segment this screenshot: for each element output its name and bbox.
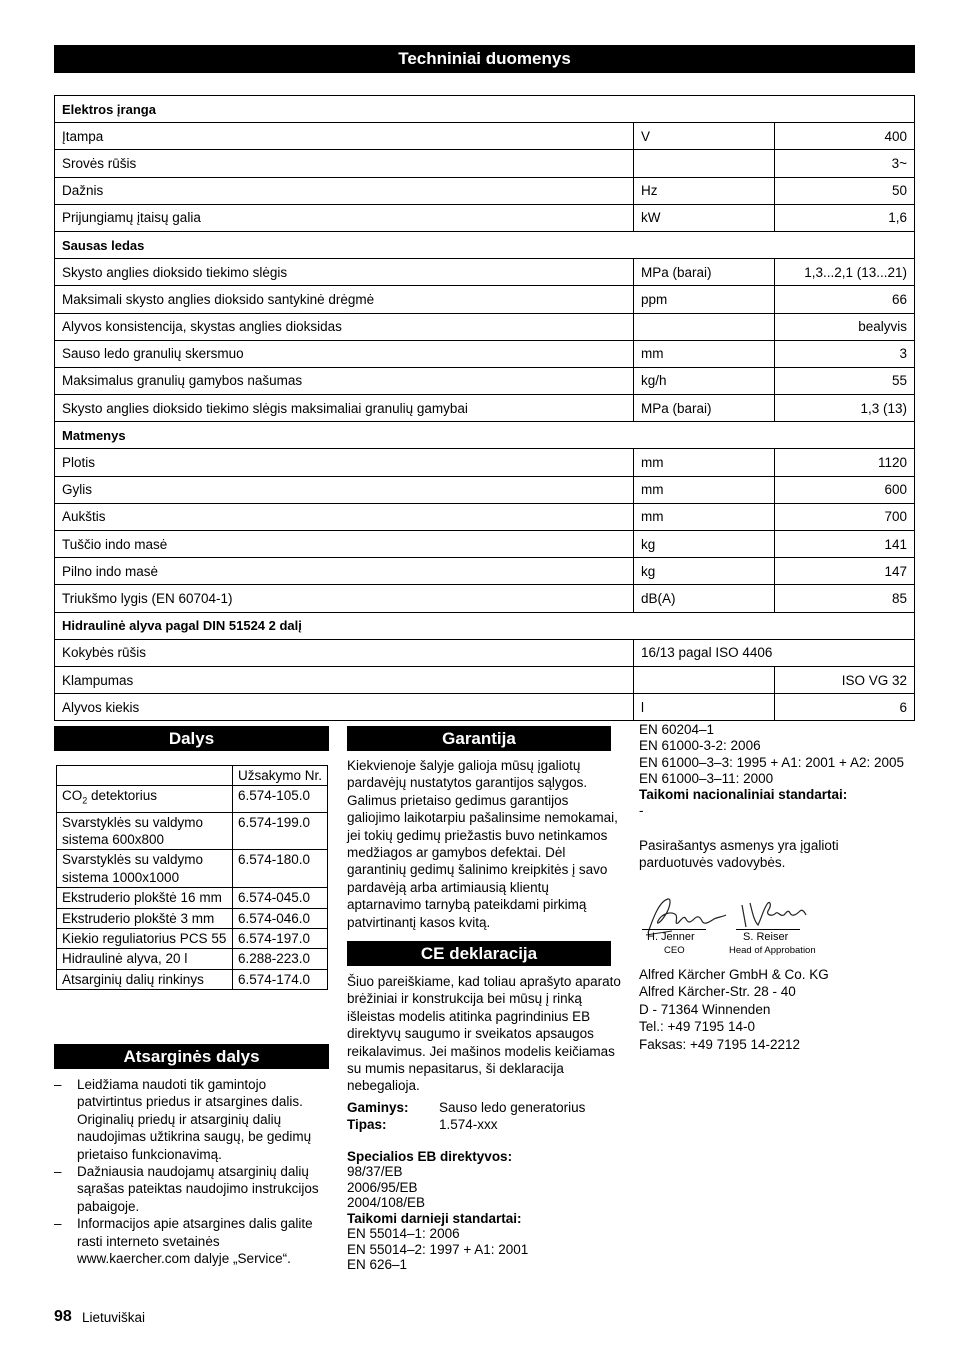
part-name: Kiekio reguliatorius PCS 55: [57, 928, 233, 948]
table-row: [55, 531, 915, 558]
table-row: [55, 476, 915, 503]
signer2-role: Head of Approbation: [729, 945, 816, 956]
table-row: [55, 367, 915, 394]
parts-header-order-no: Užsakymo Nr.: [233, 766, 328, 786]
table-section-row: [55, 96, 915, 123]
parts-table: [56, 765, 328, 990]
signature-reiser-icon: [738, 897, 808, 933]
text-line: Alfred Kärcher-Str. 28 - 40: [639, 984, 796, 1000]
technical-data-table: [54, 95, 915, 721]
part-number: 6.574-199.0: [233, 812, 328, 850]
spec-unit: mm: [634, 449, 775, 476]
text-line: EN 55014–1: 2006: [347, 1226, 460, 1242]
text-line: Faksas: +49 7195 14-2212: [639, 1036, 800, 1052]
table-row: [55, 204, 915, 231]
ce-declaration-block: [347, 973, 622, 1273]
text-line: EN 60204–1: [639, 722, 715, 737]
section-label: Hidraulinė alyva pagal DIN 51524 2 dalį: [55, 612, 915, 639]
spec-unit: kg: [634, 531, 775, 558]
spec-value: 50: [775, 177, 915, 204]
spec-unit: mm: [634, 503, 775, 530]
part-number: 6.288-223.0: [233, 949, 328, 969]
spec-label: Dažnis: [55, 177, 634, 204]
part-name: Svarstyklės su valdymo sistema 1000x1000: [57, 850, 233, 888]
type-value: 1.574-xxx: [439, 1117, 498, 1133]
table-row: [55, 313, 915, 340]
right-column: [639, 722, 909, 872]
national-label: Taikomi nacionaliniai standartai:: [639, 787, 848, 803]
table-row: [55, 150, 915, 177]
part-number: 6.574-180.0: [233, 850, 328, 888]
spec-value: 1,3 (13): [775, 395, 915, 422]
text-line: EN 61000–3–11: 2000: [639, 770, 774, 786]
spec-value: bealyvis: [775, 313, 915, 340]
table-row: [55, 259, 915, 286]
table-row: [55, 585, 915, 612]
spec-unit: MPa (barai): [634, 259, 775, 286]
text-line: EN 55014–2: 1997 + A1: 2001: [347, 1241, 529, 1257]
table-row: [55, 177, 915, 204]
spec-unit: MPa (barai): [634, 395, 775, 422]
signature-line-1: [642, 929, 706, 930]
spec-unit: mm: [634, 476, 775, 503]
signer1-name: H. Jenner: [647, 931, 695, 943]
spec-value: 1120: [775, 449, 915, 476]
part-name: $CO_2$ detektorius: [57, 786, 233, 812]
spec-value: 1,6: [775, 204, 915, 231]
table-row: [57, 888, 328, 908]
signer1-role: CEO: [664, 945, 685, 956]
spec-unit: mm: [634, 340, 775, 367]
ce-heading: CE deklaracija: [420, 944, 538, 963]
table-row: [55, 666, 915, 693]
page-number: 98: [54, 1308, 72, 1325]
part-number: 6.574-046.0: [233, 908, 328, 928]
harmonized-label: Taikomi darnieji standartai:: [347, 1210, 522, 1226]
spec-value: 147: [775, 558, 915, 585]
spec-unit: [634, 313, 775, 340]
spec-label: Srovės rūšis: [55, 150, 634, 177]
list-item: – Leidžiama naudoti tik gamintojo patvirtintus priedus ir atsargines dalis. Originalių priedų ir atsarginių dalių naudojimas užtikrina saugų, be gedimų prietaiso funkcionavimą.: [54, 1076, 329, 1163]
spec-label: Aukštis: [55, 503, 634, 530]
text-line: EN 626–1: [347, 1257, 408, 1273]
spec-label: Alyvos kiekis: [55, 694, 634, 721]
section-title-bar: [54, 45, 915, 73]
spec-value: 700: [775, 503, 915, 530]
table-row: [57, 812, 328, 850]
part-name: Ekstruderio plokštė 16 mm: [57, 888, 233, 908]
table-section-row: [55, 231, 915, 258]
company-address: [639, 966, 909, 1053]
spec-value: 6: [775, 694, 915, 721]
signers-text: Pasirašantys asmenys yra įgalioti parduotuvės vadovybės.: [639, 837, 839, 871]
table-section-row: [55, 612, 915, 639]
spec-unit: kg/h: [634, 367, 775, 394]
table-row: [57, 786, 328, 812]
signer2-name: S. Reiser: [743, 931, 789, 943]
table-row: [57, 949, 328, 969]
national-value: -: [639, 803, 644, 819]
text-line: 2004/108/EB: [347, 1195, 426, 1211]
spec-label: Gylis: [55, 476, 634, 503]
atsargines-heading-bar: [54, 1044, 329, 1069]
spec-unit: ppm: [634, 286, 775, 313]
part-name: Svarstyklės su valdymo sistema 600x800: [57, 812, 233, 850]
part-name: Hidraulinė alyva, 20 l: [57, 949, 233, 969]
section-label: Elektros įranga: [55, 96, 915, 123]
table-row: [57, 850, 328, 888]
page-title: Techniniai duomenys: [398, 49, 571, 68]
text-line: EN 61000–3–3: 1995 + A1: 2001 + A2: 2005: [639, 754, 904, 770]
directives-label: Specialios EB direktyvos:: [347, 1148, 513, 1164]
text-line: Tel.: +49 7195 14-0: [639, 1019, 755, 1035]
garantija-heading-bar: [347, 726, 611, 751]
spec-value: 55: [775, 367, 915, 394]
text-line: EN 61000-3-2: 2006: [639, 738, 761, 754]
type-label: Tipas:: [347, 1117, 387, 1133]
product-label: Gaminys:: [347, 1099, 409, 1115]
spec-unit: kW: [634, 204, 775, 231]
section-label: Sausas ledas: [55, 231, 915, 258]
table-row: [55, 503, 915, 530]
spec-label: Prijungiamų įtaisų galia: [55, 204, 634, 231]
standards-list: [639, 722, 909, 787]
spec-value: 16/13 pagal ISO 4406: [634, 639, 915, 666]
spec-unit: Hz: [634, 177, 775, 204]
spec-unit: l: [634, 694, 775, 721]
spec-value: 3: [775, 340, 915, 367]
table-row: [55, 558, 915, 585]
spec-label: Sauso ledo granulių skersmuo: [55, 340, 634, 367]
table-row: [57, 969, 328, 989]
ce-declaration-text: Šiuo pareiškiame, kad toliau aprašyto aparato brėžiniai ir konstrukcija bei mūsų į rinką išleistas modelis atitinka pagrindinius EB direktyvų saugumo ir sveikatos apsaugos reikalavimus. Jei mašinos modelis keičiamas su mumis nepasitarus, ši deklaracija nebegalioja.: [347, 974, 621, 1094]
spec-value: 3~: [775, 150, 915, 177]
spec-label: Kokybės rūšis: [55, 639, 634, 666]
spec-label: Triukšmo lygis (EN 60704-1): [55, 585, 634, 612]
list-item: – Informacijos apie atsargines dalis galite rasti interneto svetainės www.kaercher.com dalyje „Service“.: [54, 1215, 329, 1267]
spec-value: 85: [775, 585, 915, 612]
atsargines-heading: Atsarginės dalys: [123, 1047, 260, 1066]
spec-value: 66: [775, 286, 915, 313]
spec-unit: [634, 150, 775, 177]
spec-label: Tuščio indo masė: [55, 531, 634, 558]
part-number: 6.574-045.0: [233, 888, 328, 908]
spec-unit: dB(A): [634, 585, 775, 612]
text-line: D - 71364 Winnenden: [639, 1001, 771, 1017]
table-row: [55, 449, 915, 476]
spare-parts-list: [54, 1076, 329, 1267]
text-line: Alfred Kärcher GmbH & Co. KG: [639, 967, 829, 982]
product-row: [347, 1099, 622, 1116]
ce-heading-bar: [347, 941, 611, 966]
table-row: [55, 395, 915, 422]
table-row: [55, 123, 915, 150]
table-row: [57, 908, 328, 928]
directives-list: [347, 1164, 622, 1211]
table-row: [55, 340, 915, 367]
table-row: [55, 286, 915, 313]
spec-label: Klampumas: [55, 666, 634, 693]
spec-label: Alyvos konsistencija, skystas anglies dioksidas: [55, 313, 634, 340]
section-label: Matmenys: [55, 422, 915, 449]
part-name: Ekstruderio plokštė 3 mm: [57, 908, 233, 928]
spec-label: Plotis: [55, 449, 634, 476]
text-line: 98/37/EB: [347, 1164, 403, 1180]
spec-value: 1,3...2,1 (13...21): [775, 259, 915, 286]
spec-label: Skysto anglies dioksido tiekimo slėgis maksimaliai granulių gamybai: [55, 395, 634, 422]
parts-header-name: [57, 766, 233, 786]
spec-unit: V: [634, 123, 775, 150]
dalys-heading: Dalys: [168, 729, 215, 748]
spec-unit: kg: [634, 558, 775, 585]
table-row: [57, 928, 328, 948]
spec-label: Įtampa: [55, 123, 634, 150]
signature-line-2: [736, 929, 800, 930]
table-row: [55, 639, 915, 666]
spec-value: 600: [775, 476, 915, 503]
table-section-row: [55, 422, 915, 449]
part-name: Atsarginių dalių rinkinys: [57, 969, 233, 989]
part-number: 6.574-105.0: [233, 786, 328, 812]
spec-label: Maksimalus granulių gamybos našumas: [55, 367, 634, 394]
garantija-heading: Garantija: [442, 729, 516, 748]
spec-label: Pilno indo masė: [55, 558, 634, 585]
footer-language: Lietuviškai: [82, 1310, 146, 1325]
dalys-heading-bar: [54, 726, 329, 751]
type-row: [347, 1116, 622, 1133]
spec-value: 141: [775, 531, 915, 558]
spec-label: Maksimali skysto anglies dioksido santykinė drėgmė: [55, 286, 634, 313]
list-item: – Dažniausia naudojamų atsarginių dalių sąrašas pateiktas naudojimo instrukcijos pabaigoje.: [54, 1163, 329, 1215]
spec-label: Skysto anglies dioksido tiekimo slėgis: [55, 259, 634, 286]
product-value: Sauso ledo generatorius: [439, 1099, 586, 1115]
warranty-text: Kiekvienoje šalyje galioja mūsų įgaliotų pardavėjų nustatytos garantijos sąlygos. Galimus prietaiso gedimus garantijos galiojimo laikotarpiu pašalinsime nemokamai, jei tokių gedimų priežastis buvo netinkamos medžiagos ar gamybos defektai. Dėl garantinių gedimų šalinimo kreipkitės į savo pardavėją arba artimiausią klientų aptarnavimo tarnybą pateikdami pirkimą patvirtinantį kasos kvitą.: [347, 758, 618, 930]
spec-unit: [634, 666, 775, 693]
part-number: 6.574-197.0: [233, 928, 328, 948]
table-row: [55, 694, 915, 721]
text-line: 2006/95/EB: [347, 1179, 418, 1195]
harmonized-list: [347, 1226, 622, 1273]
spec-value: ISO VG 32: [775, 666, 915, 693]
spec-value: 400: [775, 123, 915, 150]
part-number: 6.574-174.0: [233, 969, 328, 989]
parts-header-row: [57, 766, 328, 786]
